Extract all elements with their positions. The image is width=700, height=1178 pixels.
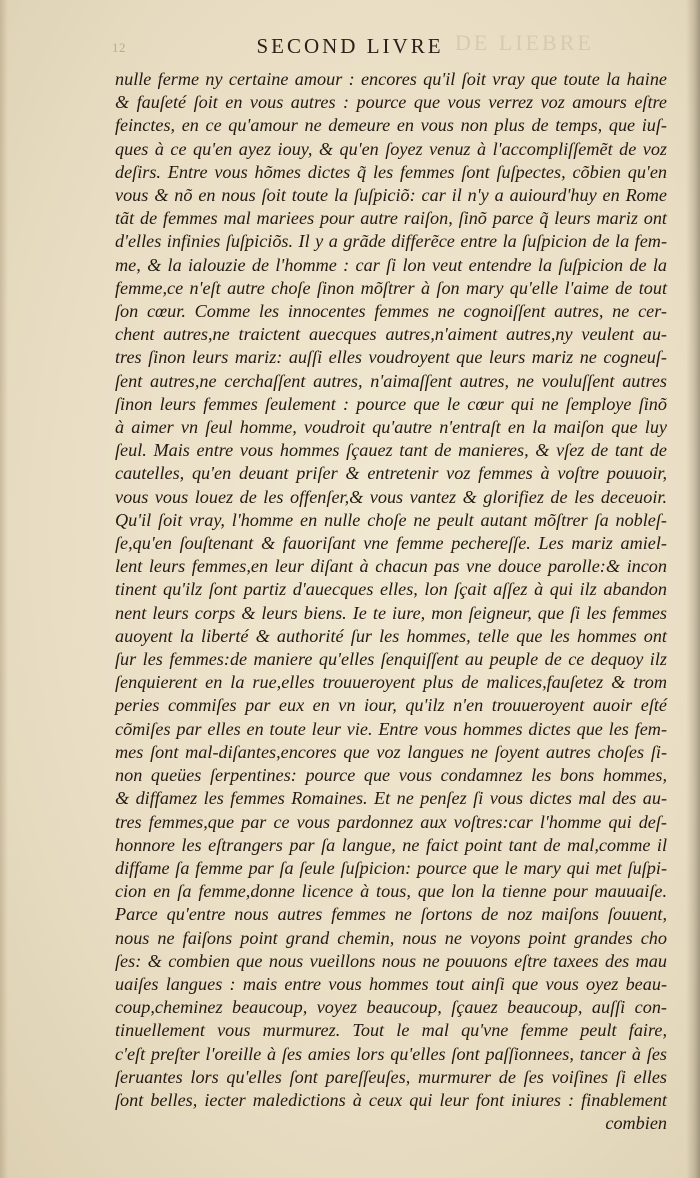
text-line: peries commiſes par eux en vn iour, qu'ilz n'en trouueroyent auoir eſté: [115, 695, 667, 716]
text-line: diffame ſa femme par ſa ſeule ſuſpicion: pource que le mary qui met ſuſpi-: [115, 857, 667, 878]
text-line: c'eſt preſter l'oreille à ſes amies lors qu'elles ſont paſſionnees, tancer à ſes: [115, 1043, 667, 1064]
text-line: tres femmes,que par ce vous pardonnez aux voſtres:car l'homme qui deſ-: [115, 811, 667, 832]
text-line: ſur les femmes:de maniere qu'elles ſenquiſſent au peuple de ce dequoy ilz: [115, 649, 667, 670]
text-line: honnore les eſtrangers par ſa langue, ne faict point tant de mal,comme il: [115, 834, 667, 855]
text-line: auoyent la liberté & authorité ſur les hommes, telle que les hommes ont: [115, 625, 667, 646]
text-line: ſenquierent en la rue,elles trouueroyent plus de malices,fauſetez & trom: [115, 672, 667, 693]
text-line: femme,ce n'eſt autre choſe ſinon mõſtrer à ſon mary qu'elle l'aime de tout: [115, 277, 667, 298]
gutter-shadow: [686, 0, 700, 1178]
text-line: nent leurs corps & leurs biens. Ie te iure, mon ſeigneur, que ſi les femmes: [115, 602, 667, 623]
running-head: SECOND LIVRE: [256, 34, 444, 58]
text-line: cõmiſes par elles en toute leur vie. Entre vous hommes dictes que les fem-: [115, 718, 667, 739]
text-line: nous ne faiſons point grand chemin, nous ne voyons point grandes cho: [115, 927, 667, 948]
text-line: ſon cœur. Comme les innocentes femmes ne cognoiſſent autres, ne cer-: [115, 301, 667, 322]
text-line: & fauſeté ſoit en vous autres : pource que vous verrez voz amours eſtre: [115, 92, 667, 113]
text-line: tinent qu'ilz ſont partiz d'auecques elles, lon ſçait aſſez à qui ilz abandon: [115, 579, 667, 600]
text-line: ſeruantes lors qu'elles ſont pareſſeuſes, murmurer de ſes voiſines ſi elles: [115, 1066, 667, 1087]
text-line: tres ſinon leurs mariz: auſſi elles voudroyent que leurs mariz ne cogneuſ-: [115, 347, 667, 368]
text-line: uaiſes langues : mais entre vous hommes tout ainſi que vous oyez beau-: [115, 973, 667, 994]
text-line: feinctes, en ce qu'amour ne demeure en vous non plus de temps, que iuſ-: [115, 115, 667, 136]
text-line: & diffamez les femmes Romaines. Et ne penſez ſi vous dictes mal des au-: [115, 788, 667, 809]
text-line: vous & nõ en nous ſoit toute la ſuſpiciõ: car il n'y a auiourd'huy en Rome: [115, 185, 667, 206]
text-line: non queües ſerpentines: pource que vous condamnez les bons hommes,: [115, 765, 667, 786]
text-line: d'elles infinies ſuſpiciõs. Il y a grãde differẽce entre la ſuſpicion de la fem-: [115, 231, 667, 252]
text-line: tãt de femmes mal mariees pour autre raiſon, ſinõ parce q̃ leurs mariz ont: [115, 208, 667, 229]
body-text: [115, 68, 667, 1135]
text-line: Qu'il ſoit vray, l'homme en nulle choſe ne peult autant mõſtrer ſa nobleſ-: [115, 509, 667, 530]
text-line: ſe,qu'en ſouſtenant & fauoriſant vne femme pechereſſe. Les mariz amiel-: [115, 533, 667, 554]
text-line: coup,cheminez beaucoup, voyez beaucoup, ſçauez beaucoup, auſſi con-: [115, 997, 667, 1018]
text-line: nulle ferme ny certaine amour : encores qu'il ſoit vray que toute la haine: [115, 69, 667, 89]
text-line: deſirs. Entre vous hõmes dictes q̃ les femmes ſont ſuſpectes, cõbien qu'en: [115, 161, 667, 182]
text-line: chent autres,ne traictent auecques autres,n'aiment autres,ny veulent au-: [115, 324, 667, 345]
text-line: vous vous louez de les offenſer,& vous vantez & glorifiez de les deceuoir.: [115, 486, 667, 507]
text-line: ſent autres,ne cerchaſſent autres, n'aimaſſent autres, ne vouluſſent autres: [115, 370, 667, 391]
text-line: Parce qu'entre nous autres femmes ne ſortons de noz maiſons ſouuent,: [115, 904, 667, 925]
text-line: mes ſont mal-diſantes,encores que voz langues ne ſoyent autres choſes ſi-: [115, 741, 667, 762]
text-line: tinuellement vous murmurez. Tout le mal qu'vne femme peult faire,: [115, 1020, 667, 1041]
show-through-heading: DE LIEBRE: [455, 30, 594, 55]
catchword: combien: [605, 1113, 667, 1134]
page-left-edge: [0, 0, 8, 1178]
text-line: à aimer vn ſeul homme, voudroit qu'autre n'entraſt en la maiſon que luy: [115, 417, 667, 438]
text-line: cautelles, qu'en deuant priſer & entretenir voz femmes à voſtre pouuoir,: [115, 463, 667, 484]
text-line: ſes: & combien que nous vueillons nous ne pouuons eſtre taxees des mau: [115, 950, 667, 971]
text-line: cion en ſa femme,donne licence à tous, que lon la tienne pour mauuaiſe.: [115, 881, 667, 902]
text-line: ſont belles, iecter maledictions à ceux qui leur font iniures : finablement: [115, 1089, 667, 1110]
text-line: ſeul. Mais entre vous hommes ſçauez tant de manieres, & vſez de tant de: [115, 440, 667, 461]
text-line: ſinon leurs femmes ſeulement : pource que le cœur qui ne ſemploye ſinõ: [115, 393, 667, 414]
text-line: lent leurs femmes,en leur diſant à chacun pas vne douce parolle:& incon: [115, 556, 667, 577]
text-line: me, & la ialouzie de l'homme : car ſi lon veut entendre la ſuſpicion de la: [115, 254, 667, 275]
text-line: ques à ce qu'en ayez iouy, & qu'en ſoyez venuz à l'accompliſſemẽt de voz: [115, 138, 667, 159]
page-number: 12: [112, 40, 126, 55]
